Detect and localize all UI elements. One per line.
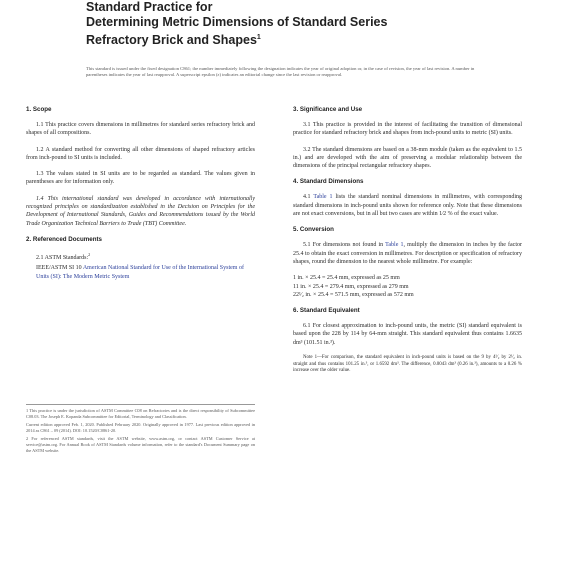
section-4-1-prefix: 4.1	[303, 194, 314, 201]
title-block	[86, 0, 486, 48]
note-1: Note 1—For comparison, the standard equivalent in inch-pound units is based on the 9 by 4¹⁄₂ by 2¹⁄₂ in. straight and thus contains 101.25 in.³, or 1.6592 dm³. The difference, 0.0043 dm³ (0.26 in.³), amounts to a 0.26 % increase over the older value.	[293, 355, 522, 374]
ieee-standard-ref	[36, 264, 255, 281]
section-1-4: 1.4 This international standard was developed in accordance with internationally recognized principles on standardization established in the Decision on Principles for the Development of International Standards, Guides and Recommendations issued by the World Trade Organization Technical Barriers to Trade (TBT) Committee.	[26, 195, 255, 227]
footnote-1-edition: Current edition approved Feb. 1, 2020. Published February 2020. Originally approved in 1977. Last previous edition approved in 2014 as C861 – 09 (2014). DOI: 10.1520/C0861-20.	[26, 422, 255, 433]
standard-equivalent-heading: 6. Standard Equivalent	[293, 307, 360, 315]
right-column	[293, 106, 522, 379]
title-footnote-mark: 1	[256, 34, 261, 41]
section-3-2: 3.2 The standard dimensions are based on a 38-mm module (taken as the equivalent to 1.5 in.) and are developed with the aim of preserving a modular relationship between the dimensions of the principal rectangular refractory shapes.	[293, 146, 522, 170]
conversion-examples	[293, 274, 522, 299]
left-column	[26, 106, 255, 281]
section-1-3: 1.3 The values stated in SI units are to be regarded as standard. The values given in parentheses are for information only.	[26, 171, 255, 186]
footnote-1: 1 This practice is under the jurisdiction of ASTM Committee C08 on Refractories and is the direct responsibility of Subcommittee C08.03. The Joseph E. Kopanda Subcommittee for Editorial, Terminology and Classification.	[26, 408, 255, 419]
footnotes	[26, 404, 255, 456]
issue-note: This standard is issued under the fixed designation C861; the number immediately following the designation indicates the year of original adoption or, in the case of revision, the year of last revision. A number in parentheses indicates the year of last reapproval. A superscript epsilon (ε) indicates an editorial change since the last revision or reapproval.	[86, 66, 475, 77]
standard-dimensions-heading: 4. Standard Dimensions	[293, 178, 364, 186]
conversion-heading: 5. Conversion	[293, 226, 334, 234]
section-4-1-rest: lists the standard nominal dimensions in millimetres, with corresponding standard dimensions in inch-pound units shown for reference only. Note that these dimensions are not exact conversions, but in all but two cases are within 1⁄2 % of the exact value.	[293, 194, 522, 218]
scope-heading: 1. Scope	[26, 106, 52, 113]
section-6-1: 6.1 For closest approximation to inch-pound units, the metric (SI) standard equivalent is based upon the 228 by 114 by 64-mm straight. This standard equivalent thus contains 1.6635 dm³ (101.51 in.³).	[293, 323, 522, 346]
title-line-1: Standard Practice for	[86, 0, 213, 14]
referenced-documents-heading: 2. Referenced Documents	[26, 235, 102, 243]
title-line-3-text: Refractory Brick and Shapes	[86, 33, 257, 48]
ieee-prefix: IEEE/ASTM SI 10	[36, 265, 83, 272]
section-5-1-prefix: 5.1 For dimensions not found in	[303, 242, 386, 249]
section-5-1	[293, 241, 522, 266]
ieee-link[interactable]: American National Standard for Use of the International System of Units (SI): The Modern Metric System	[36, 265, 244, 280]
section-1-2: 1.2 A standard method for converting all other dimensions of shaped refractory articles from inch-pound to SI units is included.	[26, 146, 255, 161]
title-line-2: Determining Metric Dimensions of Standard Series	[86, 15, 388, 29]
section-4-1	[293, 193, 522, 218]
footnote-2: 2 For referenced ASTM standards, visit the ASTM website, www.astm.org, or contact ASTM Customer Service at service@astm.org. For Annual Book of ASTM Standards volume information, refer to the standard's Document Summary page on the ASTM website.	[26, 436, 255, 453]
significance-heading: 3. Significance and Use	[293, 106, 363, 113]
section-5-1-rest: , multiply the dimension in inches by the factor 25.4 to obtain the exact conversion in millimetres. For description or specification of refractory shapes, round the dimension to the nearest whole millimetre. For example:	[293, 242, 522, 265]
conversion-example-1: 1 in. × 25.4 = 25.4 mm, expressed as 25 mm	[293, 275, 400, 282]
title-line-3	[86, 30, 486, 48]
conversion-example-3: 22¹⁄₂ in. × 25.4 = 571.5 mm, expressed as 572 mm	[293, 291, 414, 298]
astm-standards-text: 2.1 ASTM Standards:	[36, 254, 89, 261]
astm-footnote-mark: 2	[88, 251, 91, 257]
table-1-link[interactable]: Table 1	[313, 194, 333, 201]
astm-standards-label	[36, 251, 255, 262]
section-1-1: 1.1 This practice covers dimensions in millimetres for standard series refractory brick and shapes of all compositions.	[26, 122, 255, 137]
conversion-example-2: 11 in. × 25.4 = 279.4 mm, expressed as 279 mm	[293, 283, 409, 290]
table-1-link-2[interactable]: Table 1	[385, 242, 404, 249]
section-3-1: 3.1 This practice is provided in the interest of facilitating the transition of dimensional practice for standard refractory brick and shapes from inch-pound units to metric (SI) units.	[293, 122, 522, 137]
